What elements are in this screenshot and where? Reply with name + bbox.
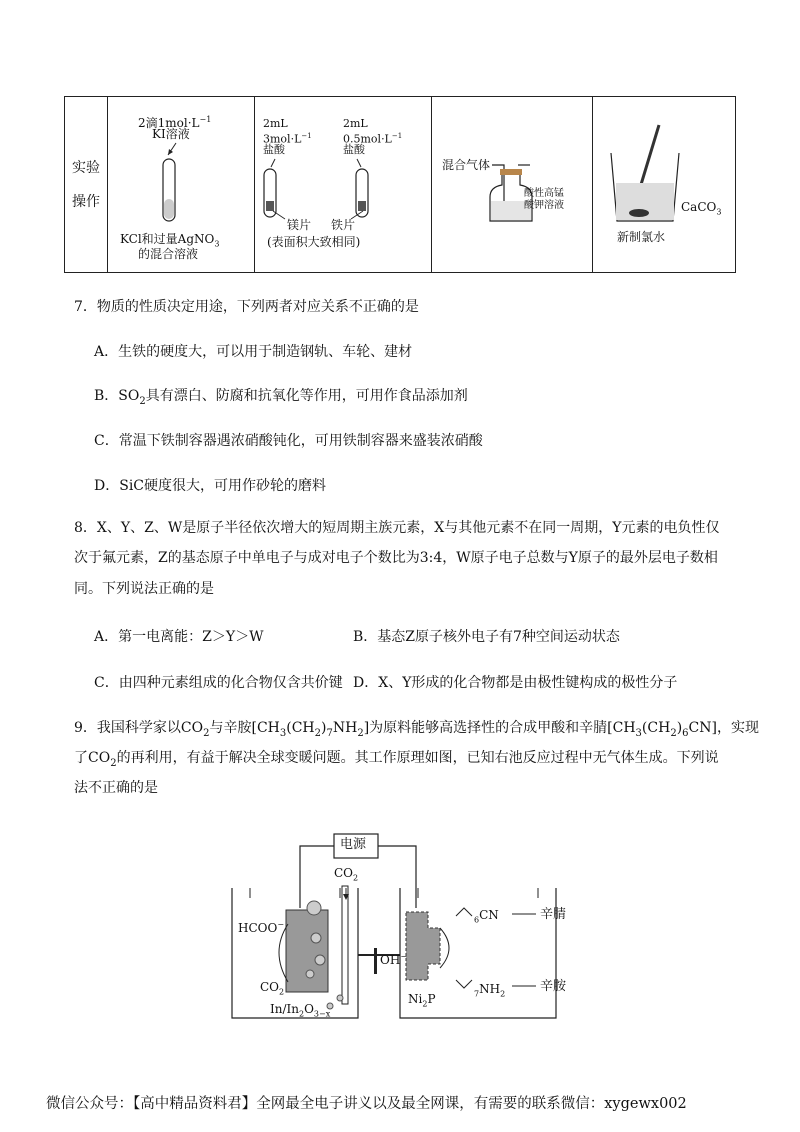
- q9-stem-line1: 9．我国科学家以$CO_2$与辛胺$[CH_3(CH_2)_7NH_2]$为原料能够高选择性的合成甲酸和辛腈$[CH_3(CH_2)_6CN]$，实现: [74, 720, 759, 739]
- q7-option-d: D．SiC硬度很大，可用作砂轮的磨料: [94, 478, 327, 494]
- footer-note: 微信公众号：【高中精品资料君】全网最全电子讲义以及最全网课，有需要的联系微信：xygewx002: [46, 1096, 687, 1112]
- q9-stem-line3: 法不正确的是: [74, 780, 158, 796]
- q7-stem: 7．物质的性质决定用途，下列两者对应关系不正确的是: [74, 299, 419, 315]
- acid-right-conc: $0.5mol\cdot L^{-1}$: [343, 132, 403, 146]
- acid-left-conc: $3mol\cdot L^{-1}$: [263, 132, 312, 146]
- cell-mg-fe: 2mL $3mol\cdot L^{-1}$ 盐酸 2mL $0.5mol\cdot L^{-1}$ 盐酸 镁片 铁片 (表面积大致相同): [255, 97, 432, 273]
- amine-name: 辛胺: [540, 979, 567, 994]
- q7-option-a: A．生铁的硬度大，可以用于制造钢轨、车轮、建材: [94, 344, 413, 360]
- q8-option-d: D．X、Y形成的化合物都是由极性键构成的极性分子: [353, 675, 678, 691]
- test-tubes-metal-illustration: [255, 157, 431, 227]
- co2-inlet-label: $CO_2$: [334, 866, 359, 883]
- beaker-illustration: [603, 121, 693, 231]
- co2-reactant-label: $CO_2$: [260, 980, 285, 997]
- gas-washing-bottle-illustration: [482, 145, 572, 225]
- q8-option-a: A．第一电离能：Z＞Y＞W: [94, 629, 264, 645]
- q8-stem-line3: 同。下列说法正确的是: [74, 581, 214, 597]
- cathode-label: $In/In_2O_{3-x}$: [270, 1002, 331, 1019]
- experiment-table: [64, 96, 736, 273]
- ki-label: 2滴$1mol\cdot L^{-1}$: [138, 115, 212, 130]
- test-tube-ki-illustration: [148, 141, 218, 231]
- formate-label: HCOO−: [238, 920, 285, 935]
- q7-option-b: B．$SO_2$具有漂白、防腐和抗氧化等作用，可用作食品添加剂: [94, 388, 468, 407]
- cell-ki-agno3: 2滴$1mol\cdot L^{-1}$ KI溶液 KCl和过量AgNO$_3$ 的混合溶液: [108, 97, 255, 273]
- nitrile-formula: $_6$CN: [474, 908, 499, 925]
- q8-option-b: B．基态Z原子核外电子有7种空间运动状态: [353, 629, 620, 645]
- anode-label: $Ni_2P$: [408, 992, 436, 1009]
- amine-formula: $_7NH_2$: [474, 982, 506, 999]
- hydroxide-label: OH−: [380, 952, 408, 967]
- cell-gas-kmno4: 混合气体 酸性高锰 酸钾溶液: [432, 97, 593, 273]
- power-source-label: 电源: [340, 837, 367, 852]
- q8-stem-line2: 次于氟元素，Z的基态原子中单电子与成对电子个数比为3:4，W原子电子总数与Y原子的最外层电子数相: [74, 550, 718, 566]
- q7-option-c: C．常温下铁制容器遇浓硝酸钝化，可用铁制容器来盛装浓硝酸: [94, 433, 483, 449]
- kcl-label: KCl和过量AgNO$_3$: [120, 232, 220, 249]
- row-label: 实验 操作: [65, 97, 108, 273]
- q8-option-c: C．由四种元素组成的化合物仅含共价键: [94, 675, 343, 691]
- cell-caco3-chlorine: CaCO$_3$ 新制氯水: [593, 97, 736, 273]
- nitrile-name: 辛腈: [540, 907, 567, 922]
- q8-stem-line1: 8．X、Y、Z、W是原子半径依次增大的短周期主族元素，X与其他元素不在同一周期，Y元素的电负性仅: [74, 520, 720, 536]
- caco3-label: CaCO$_3$: [681, 200, 722, 217]
- q9-stem-line2: 了$CO_2$的再利用，有益于解决全球变暖问题。其工作原理如图，已知右池反应过程中无气体生成。下列说: [74, 750, 719, 769]
